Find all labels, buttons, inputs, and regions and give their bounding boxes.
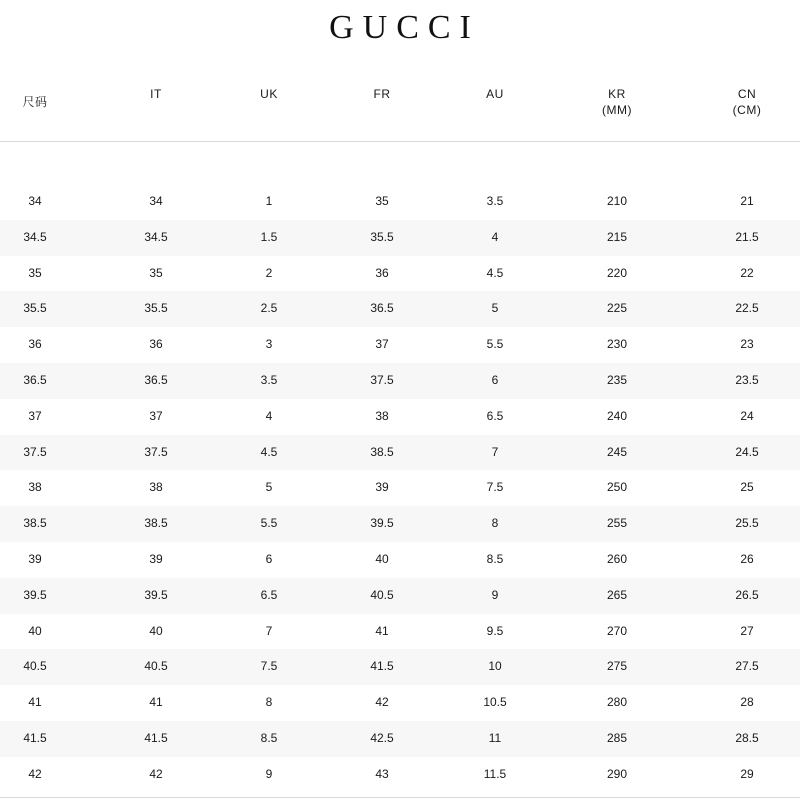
cell-size: 37.5 xyxy=(23,444,47,459)
table-row xyxy=(0,256,800,292)
cell-size: 34 xyxy=(28,194,42,208)
cell-uk: 5 xyxy=(265,480,273,495)
cell-cn: 25 xyxy=(740,480,754,495)
cell-it: 42 xyxy=(149,766,163,781)
cell-it: 41.5 xyxy=(144,730,168,745)
cell-kr: 260 xyxy=(606,551,628,566)
table-row xyxy=(0,399,800,435)
header-kr: KR (MM) xyxy=(602,87,632,117)
cell-size: 41.5 xyxy=(23,730,47,745)
cell-it: 34.5 xyxy=(144,229,168,244)
cell-cn: 21.5 xyxy=(735,229,759,244)
cell-kr: 290 xyxy=(606,766,628,781)
cell-uk: 1.5 xyxy=(260,229,278,244)
table-row xyxy=(0,435,800,471)
cell-kr: 230 xyxy=(606,337,628,352)
header-it: IT xyxy=(150,87,162,101)
cell-fr: 43 xyxy=(375,766,389,781)
cell-fr: 42.5 xyxy=(370,730,394,745)
table-row xyxy=(0,184,800,220)
cell-cn: 23 xyxy=(740,337,754,352)
cell-cn: 28 xyxy=(740,695,754,710)
cell-kr: 265 xyxy=(606,587,628,602)
cell-size: 39.5 xyxy=(23,587,47,602)
cell-it: 35 xyxy=(149,265,163,280)
cell-size: 34.5 xyxy=(23,229,47,244)
header-au: AU xyxy=(486,87,504,101)
cell-cn: 22 xyxy=(740,265,754,280)
table-row xyxy=(0,506,800,542)
cell-fr: 35 xyxy=(375,194,389,208)
cell-size: 38.5 xyxy=(23,516,47,531)
cell-it: 40.5 xyxy=(144,659,168,674)
table-row xyxy=(0,291,800,327)
brand-logo: GUCCI xyxy=(329,9,480,46)
cell-cn: 21 xyxy=(740,194,754,208)
cell-size: 39 xyxy=(28,551,42,566)
cell-size: 36 xyxy=(28,337,42,352)
cell-size: 35 xyxy=(28,265,42,280)
cell-it: 38.5 xyxy=(144,516,168,531)
cell-kr: 235 xyxy=(606,372,628,387)
cell-fr: 35.5 xyxy=(370,229,394,244)
cell-fr: 37 xyxy=(375,337,389,352)
cell-au: 10 xyxy=(488,659,502,674)
cell-kr: 270 xyxy=(606,623,628,638)
header-cn: CN (CM) xyxy=(732,87,762,117)
header-fr: FR xyxy=(373,87,391,101)
cell-uk: 6.5 xyxy=(260,587,278,602)
table-row xyxy=(0,578,800,614)
cell-kr: 285 xyxy=(606,730,628,745)
table-row xyxy=(0,327,800,363)
cell-uk: 3 xyxy=(265,337,273,352)
cell-uk: 9 xyxy=(265,766,273,781)
cell-size: 38 xyxy=(28,480,42,495)
cell-size: 37 xyxy=(28,408,42,423)
cell-uk: 5.5 xyxy=(260,516,278,531)
cell-cn: 26 xyxy=(740,551,754,566)
cell-au: 5.5 xyxy=(486,337,504,352)
cell-kr: 280 xyxy=(606,695,628,710)
cell-fr: 36 xyxy=(375,265,389,280)
cell-uk: 8 xyxy=(265,695,273,710)
cell-uk: 6 xyxy=(265,551,273,566)
cell-au: 9.5 xyxy=(486,623,504,638)
cell-uk: 1 xyxy=(265,194,273,208)
cell-size: 41 xyxy=(28,695,42,710)
cell-fr: 36.5 xyxy=(370,301,394,316)
table-row xyxy=(0,757,800,793)
cell-size: 40.5 xyxy=(23,659,47,674)
table-row xyxy=(0,220,800,256)
cell-cn: 28.5 xyxy=(735,730,759,745)
cell-size: 42 xyxy=(28,766,42,781)
cell-kr: 220 xyxy=(606,265,628,280)
cell-kr: 240 xyxy=(606,408,628,423)
cell-kr: 210 xyxy=(606,194,628,208)
cell-uk: 4 xyxy=(265,408,273,423)
cell-fr: 38.5 xyxy=(370,444,394,459)
cell-uk: 3.5 xyxy=(260,372,278,387)
table-row xyxy=(0,542,800,578)
cell-size: 36.5 xyxy=(23,372,47,387)
cell-it: 39.5 xyxy=(144,587,168,602)
cell-kr: 245 xyxy=(606,444,628,459)
table-row xyxy=(0,614,800,650)
cell-fr: 37.5 xyxy=(370,372,394,387)
cell-au: 7.5 xyxy=(486,480,504,495)
cell-kr: 275 xyxy=(606,659,628,674)
cell-au: 7 xyxy=(491,444,499,459)
cell-size: 40 xyxy=(28,623,42,638)
header-uk: UK xyxy=(260,87,278,101)
cell-cn: 23.5 xyxy=(735,372,759,387)
cell-uk: 2 xyxy=(265,265,273,280)
cell-it: 37.5 xyxy=(144,444,168,459)
table-row xyxy=(0,470,800,506)
cell-cn: 22.5 xyxy=(735,301,759,316)
cell-it: 37 xyxy=(149,408,163,423)
cell-cn: 27 xyxy=(740,623,754,638)
cell-it: 40 xyxy=(149,623,163,638)
cell-fr: 41 xyxy=(375,623,389,638)
cell-fr: 42 xyxy=(375,695,389,710)
cell-cn: 24.5 xyxy=(735,444,759,459)
table-row xyxy=(0,685,800,721)
table-bottom-divider xyxy=(0,797,800,798)
cell-kr: 255 xyxy=(606,516,628,531)
cell-au: 3.5 xyxy=(486,194,504,208)
cell-it: 35.5 xyxy=(144,301,168,316)
cell-fr: 39.5 xyxy=(370,516,394,531)
cell-it: 36.5 xyxy=(144,372,168,387)
cell-cn: 25.5 xyxy=(735,516,759,531)
cell-it: 36 xyxy=(149,337,163,352)
cell-au: 9 xyxy=(491,587,499,602)
cell-cn: 29 xyxy=(740,766,754,781)
cell-au: 11 xyxy=(488,730,502,745)
cell-fr: 38 xyxy=(375,408,389,423)
cell-kr: 225 xyxy=(606,301,628,316)
table-row xyxy=(0,721,800,757)
cell-cn: 24 xyxy=(740,408,754,423)
cell-it: 41 xyxy=(149,695,163,710)
table-row xyxy=(0,363,800,399)
cell-au: 8 xyxy=(491,516,499,531)
header-size: 尺码 xyxy=(22,95,48,109)
cell-uk: 2.5 xyxy=(260,301,278,316)
cell-cn: 27.5 xyxy=(735,659,759,674)
cell-it: 38 xyxy=(149,480,163,495)
cell-au: 4 xyxy=(491,229,499,244)
size-table-body xyxy=(0,184,800,793)
cell-uk: 7 xyxy=(265,623,273,638)
cell-au: 11.5 xyxy=(483,766,507,781)
cell-fr: 41.5 xyxy=(370,659,394,674)
cell-cn: 26.5 xyxy=(735,587,759,602)
cell-kr: 215 xyxy=(606,229,628,244)
cell-uk: 8.5 xyxy=(260,730,278,745)
cell-fr: 40.5 xyxy=(370,587,394,602)
cell-uk: 4.5 xyxy=(260,444,278,459)
cell-au: 6.5 xyxy=(486,408,504,423)
cell-size: 35.5 xyxy=(23,301,47,316)
cell-au: 4.5 xyxy=(486,265,504,280)
cell-it: 39 xyxy=(149,551,163,566)
cell-au: 5 xyxy=(491,301,499,316)
cell-fr: 40 xyxy=(375,551,389,566)
table-row xyxy=(0,649,800,685)
cell-fr: 39 xyxy=(375,480,389,495)
cell-au: 10.5 xyxy=(483,695,507,710)
cell-au: 6 xyxy=(491,372,499,387)
cell-uk: 7.5 xyxy=(260,659,278,674)
size-table-header xyxy=(0,78,800,142)
cell-kr: 250 xyxy=(606,480,628,495)
cell-it: 34 xyxy=(149,194,163,208)
cell-au: 8.5 xyxy=(486,551,504,566)
